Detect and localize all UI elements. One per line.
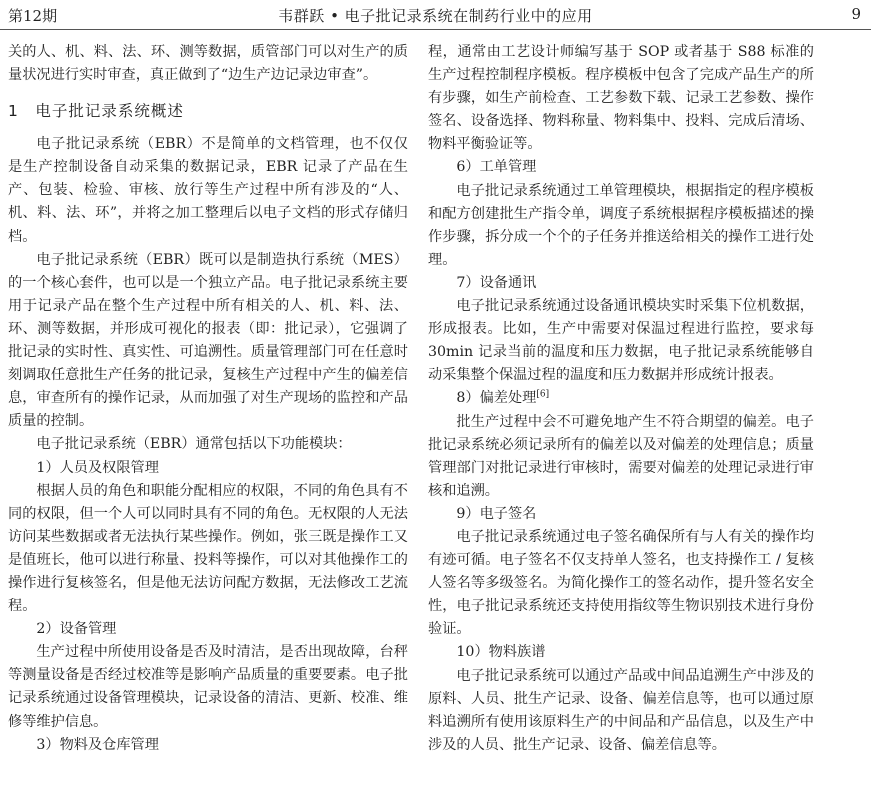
section-heading: 1 电子批记录系统概述 [8,102,184,121]
paragraph: 电子批记录系统可以通过产品或中间品追溯生产中涉及的原料、人员、批生产记录、设备、偏差信息等，也可以通过原料追溯所有使用该原料生产的中间品和产品信息，以及生产中涉及的人员、批生产记录、设备、偏差信息等。 [428,667,814,753]
item-title: 3）物料及仓库管理 [36,736,159,753]
paragraph: 批生产过程中会不可避免地产生不符合期望的偏差。电子批记录系统必须记录所有的偏差以及对偏差的处理信息；质量管理部门对批记录进行审核时，需要对偏差的处理记录进行审核和追溯。 [428,413,814,499]
paragraph: 电子批记录系统（EBR）既可以是制造执行系统（MES）的一个核心套件，也可以是一个独立产品。电子批记录系统主要用于记录产品在整个生产过程中所有相关的人、机、料、法、环、测等数据，并形成可视化的报表（即：批记录），它强调了批记录的实时性、真实性、可追溯性。质量管理部门可在任意时刻调取任意批生产任务的批记录，复核生产过程中产生的偏差信息，审查所有的操作记录，从而加强了对生产现场的监控和产品质量的控制。 [8,251,408,430]
page-header [0,0,871,30]
item-title [428,387,814,410]
left-column [8,41,408,757]
item-title: 6）工单管理 [456,159,537,176]
item-title: 7）设备通讯 [456,274,537,291]
item-title-text: 8）偏差处理 [456,390,537,407]
issue-number: 第12期 [8,7,58,25]
page-number: 9 [851,5,861,23]
citation-ref[interactable]: [6] [536,389,550,400]
paragraph-continued: 关的人、机、料、法、环、测等数据，质管部门可以对生产的质量状况进行实时审查，真正做到了“边生产边记录边审查”。 [8,44,408,84]
paragraph-continued: 程，通常由工艺设计师编写基于 SOP 或者基于 S88 标准的生产过程控制程序模板。程序模板中包含了完成产品生产的所有步骤，如生产前检查、工艺参数下载、记录工艺参数、操作签名、设备选择、物料称量、物料集中、投料、完成后清场、物料平衡验证等。 [428,44,814,153]
paragraph: 根据人员的角色和职能分配相应的权限，不同的角色具有不同的权限，但一个人可以同时具有不同的角色。无权限的人无法访问某些数据或者无法执行某些操作。例如，张三既是操作工又是值班长，他可以进行称量、投料等操作，可以对其他操作工的操作进行复核签名，但是他无法访问配方数据，无法修改工艺流程。 [8,482,408,615]
right-column [428,41,814,757]
item-title: 2）设备管理 [36,621,117,638]
paragraph: 电子批记录系统通过设备通讯模块实时采集下位机数据，形成报表。比如，生产中需要对保温过程进行监控，要求每 30min 记录当前的温度和压力数据，电子批记录系统能够自动采集整个保温过程的温度和压力数据并形成统计报表。 [428,298,814,384]
item-title: 1）人员及权限管理 [36,459,159,476]
paragraph: 电子批记录系统（EBR）不是简单的文档管理，也不仅仅是生产控制设备自动采集的数据记录，EBR 记录了产品在生产、包装、检验、审核、放行等生产过程中所有涉及的“人、机、料、法、环”，并将之加工整理后以电子文档的形式存储归档。 [8,136,408,245]
paragraph: 电子批记录系统（EBR）通常包括以下功能模块： [36,436,352,453]
item-title: 10）物料族谱 [456,644,546,661]
paragraph: 电子批记录系统通过工单管理模块，根据指定的程序模板和配方创建批生产指令单，调度子系统根据程序模板描述的操作步骤，拆分成一个个的子任务并推送给相关的操作工进行处理。 [428,182,814,268]
header-rule [0,29,871,30]
paragraph: 生产过程中所使用设备是否及时清洁，是否出现故障，台秤等测量设备是否经过校准等是影响产品质量的重要要素。电子批记录系统通过设备管理模块，记录设备的清洁、更新、校准、维修等维护信息。 [8,644,408,730]
running-title: 韦群跃 • 电子批记录系统在制药行业中的应用 [278,7,593,25]
item-title: 9）电子签名 [456,505,537,522]
paragraph: 电子批记录系统通过电子签名确保所有与人有关的操作均有迹可循。电子签名不仅支持单人签名，也支持操作工 / 复核人签名等多级签名。为简化操作工的签名动作，提升签名安全性，电子批记录系统还支持使用指纹等生物识别技术进行身份验证。 [428,528,814,638]
